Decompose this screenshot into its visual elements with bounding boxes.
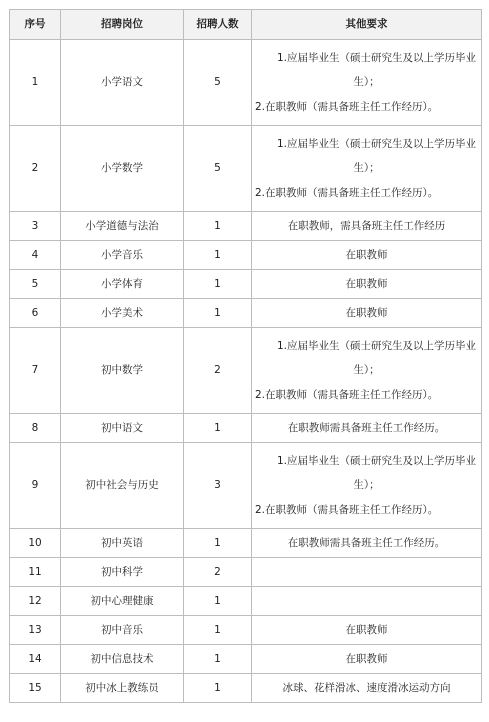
- table-row: [10, 241, 482, 270]
- requirement-graduate-cont: 生）；: [353, 162, 380, 175]
- requirement-text: 在职教师: [345, 306, 388, 319]
- cell-requirements: [252, 40, 482, 126]
- table-row: [10, 674, 482, 703]
- table-row: [10, 414, 482, 443]
- cell-requirements: [252, 414, 482, 443]
- cell-count: 1: [184, 270, 252, 299]
- cell-count: 1: [184, 241, 252, 270]
- cell-no: 12: [10, 587, 61, 616]
- cell-requirements: [252, 241, 482, 270]
- table-row: [10, 299, 482, 328]
- header-count: 招聘人数: [184, 10, 252, 40]
- table-body: [10, 40, 482, 703]
- requirement-graduate: 1.应届毕业生（硕士研究生及以上学历毕业: [276, 137, 476, 150]
- cell-count: 1: [184, 414, 252, 443]
- requirement-text: 在职教师: [345, 623, 388, 636]
- cell-requirements: [252, 126, 482, 212]
- cell-no: 11: [10, 558, 61, 587]
- cell-no: 6: [10, 299, 61, 328]
- cell-requirements: [252, 212, 482, 241]
- header-post: 招聘岗位: [61, 10, 184, 40]
- cell-post: 初中冰上教练员: [61, 674, 184, 703]
- table-row: [10, 529, 482, 558]
- table-row: [10, 126, 482, 212]
- cell-post: 初中信息技术: [61, 645, 184, 674]
- cell-requirements: [252, 299, 482, 328]
- requirement-teacher: 2.在职教师（需具备班主任工作经历）。: [255, 388, 439, 401]
- cell-count: 1: [184, 299, 252, 328]
- cell-requirements: [252, 270, 482, 299]
- requirement-graduate-cont: 生）；: [353, 364, 380, 377]
- requirement-graduate-cont: 生）；: [353, 76, 380, 89]
- cell-count: 1: [184, 616, 252, 645]
- table-row: [10, 587, 482, 616]
- cell-requirements: [252, 558, 482, 587]
- header-requirements: 其他要求: [252, 10, 482, 40]
- cell-requirements: [252, 616, 482, 645]
- cell-no: 13: [10, 616, 61, 645]
- cell-count: 5: [184, 40, 252, 126]
- requirement-graduate-cont: 生）；: [353, 479, 380, 492]
- requirements-list: [255, 132, 478, 206]
- cell-post: 小学数学: [61, 126, 184, 212]
- requirements-list: [255, 46, 478, 120]
- cell-no: 8: [10, 414, 61, 443]
- requirement-teacher: 2.在职教师（需具备班主任工作经历）。: [255, 503, 439, 516]
- requirement-graduate: 1.应届毕业生（硕士研究生及以上学历毕业: [276, 51, 476, 64]
- requirement-text: 在职教师: [345, 277, 388, 290]
- cell-count: 1: [184, 212, 252, 241]
- requirement-text: 在职教师，需具备班主任工作经历: [287, 219, 446, 232]
- table-row: [10, 328, 482, 414]
- cell-requirements: [252, 443, 482, 529]
- cell-post: 小学道德与法治: [61, 212, 184, 241]
- cell-no: 9: [10, 443, 61, 529]
- table-row: [10, 558, 482, 587]
- cell-no: 4: [10, 241, 61, 270]
- cell-post: 小学体育: [61, 270, 184, 299]
- cell-count: 3: [184, 443, 252, 529]
- cell-requirements: [252, 587, 482, 616]
- cell-count: 1: [184, 587, 252, 616]
- cell-count: 2: [184, 328, 252, 414]
- cell-post: 初中语文: [61, 414, 184, 443]
- requirement-text: 在职教师需具备班主任工作经历。: [287, 536, 446, 549]
- cell-post: 初中科学: [61, 558, 184, 587]
- cell-requirements: [252, 645, 482, 674]
- cell-no: 15: [10, 674, 61, 703]
- cell-post: 小学美术: [61, 299, 184, 328]
- table-row: [10, 645, 482, 674]
- requirement-text: 冰球、花样滑冰、速度滑冰运动方向: [282, 681, 451, 694]
- cell-no: 3: [10, 212, 61, 241]
- table-row: [10, 270, 482, 299]
- cell-post: 初中英语: [61, 529, 184, 558]
- cell-no: 14: [10, 645, 61, 674]
- table-row: [10, 443, 482, 529]
- cell-no: 1: [10, 40, 61, 126]
- cell-count: 5: [184, 126, 252, 212]
- requirements-list: [255, 449, 478, 523]
- cell-post: 初中心理健康: [61, 587, 184, 616]
- requirement-text: 在职教师需具备班主任工作经历。: [287, 421, 446, 434]
- cell-requirements: [252, 674, 482, 703]
- cell-count: 2: [184, 558, 252, 587]
- requirement-teacher: 2.在职教师（需具备班主任工作经历）。: [255, 100, 439, 113]
- table-row: [10, 212, 482, 241]
- recruitment-table: [9, 9, 482, 703]
- cell-post: 初中数学: [61, 328, 184, 414]
- cell-no: 10: [10, 529, 61, 558]
- requirement-text: 在职教师: [345, 652, 388, 665]
- cell-no: 2: [10, 126, 61, 212]
- cell-post: 小学语文: [61, 40, 184, 126]
- cell-count: 1: [184, 645, 252, 674]
- cell-post: 小学音乐: [61, 241, 184, 270]
- requirement-teacher: 2.在职教师（需具备班主任工作经历）。: [255, 186, 439, 199]
- cell-no: 7: [10, 328, 61, 414]
- requirements-list: [255, 334, 478, 408]
- cell-count: 1: [184, 674, 252, 703]
- requirement-text: 在职教师: [345, 248, 388, 261]
- cell-post: 初中音乐: [61, 616, 184, 645]
- table-row: [10, 40, 482, 126]
- table-header-row: [10, 10, 482, 40]
- header-no: 序号: [10, 10, 61, 40]
- requirement-graduate: 1.应届毕业生（硕士研究生及以上学历毕业: [276, 339, 476, 352]
- table-row: [10, 616, 482, 645]
- requirement-graduate: 1.应届毕业生（硕士研究生及以上学历毕业: [276, 454, 476, 467]
- cell-count: 1: [184, 529, 252, 558]
- cell-requirements: [252, 529, 482, 558]
- cell-post: 初中社会与历史: [61, 443, 184, 529]
- cell-no: 5: [10, 270, 61, 299]
- cell-requirements: [252, 328, 482, 414]
